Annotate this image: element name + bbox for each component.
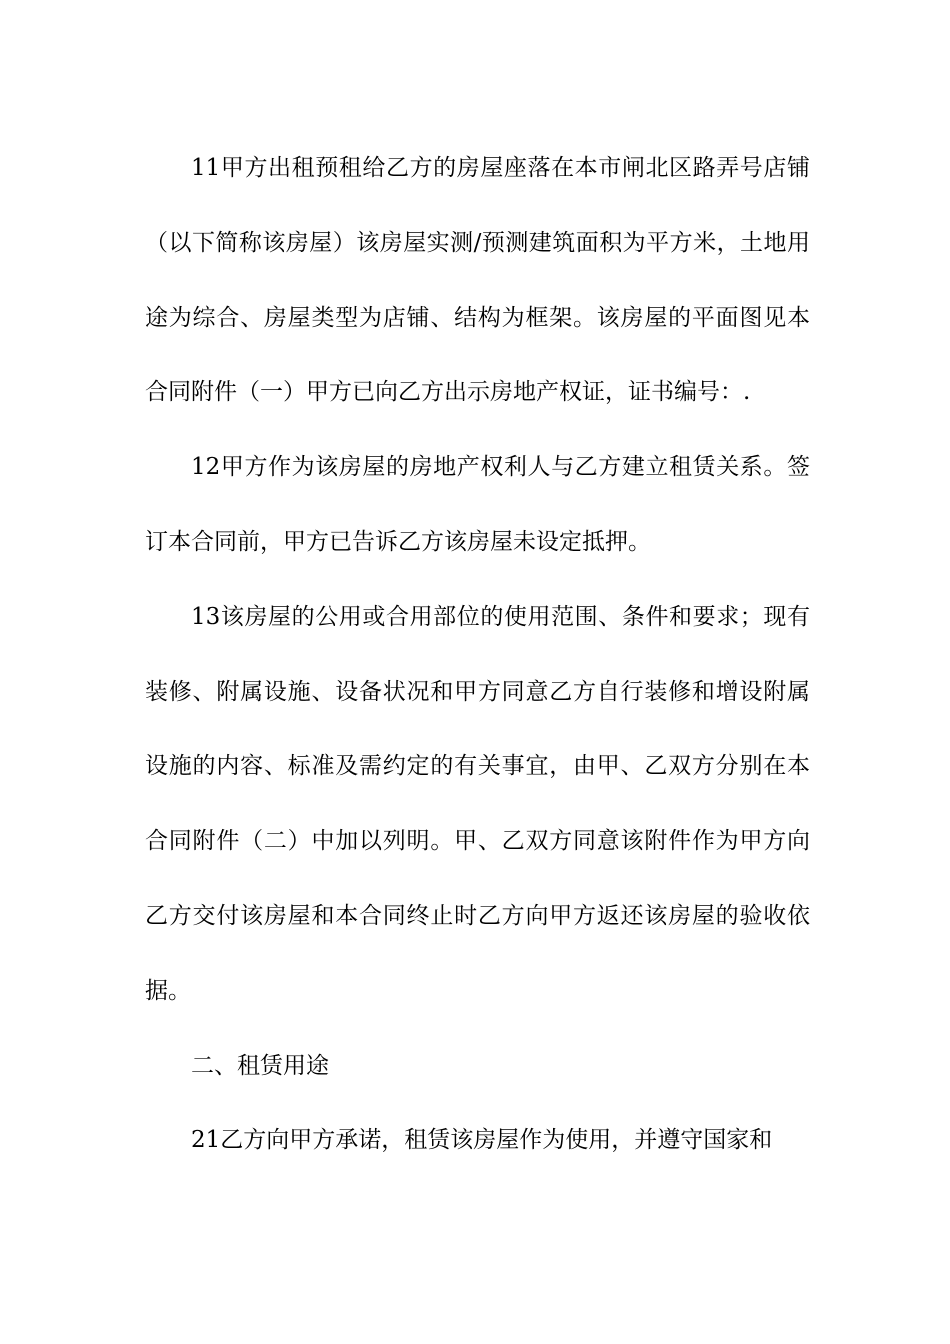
section-heading-lease-purpose: 二、租赁用途 [191, 1052, 329, 1079]
clause-1-1: 11甲方出租预租给乙方的房屋座落在本市闸北区路弄号店铺（以下简称该房屋）该房屋实测/预测建筑面积为平方米，土地用途为综合、房屋类型为店铺、结构为框架。该房屋的平面图见本合同附件（一）甲方已向乙方出示房地产权证，证书编号：. [145, 155, 810, 406]
clause-1-3: 13该房屋的公用或合用部位的使用范围、条件和要求；现有装修、附属设施、设备状况和甲方同意乙方自行装修和增设附属设施的内容、标准及需约定的有关事宜，由甲、乙双方分别在本合同附件（二）中加以列明。甲、乙双方同意该附件作为甲方向乙方交付该房屋和本合同终止时乙方向甲方返还该房屋的验收依据。 [145, 603, 810, 1004]
clause-1-2: 12甲方作为该房屋的房地产权利人与乙方建立租赁关系。签订本合同前，甲方已告诉乙方该房屋未设定抵押。 [145, 454, 810, 555]
document-body [145, 131, 810, 1178]
clause-2-1: 21乙方向甲方承诺，租赁该房屋作为使用，并遵守国家和 [191, 1127, 773, 1154]
